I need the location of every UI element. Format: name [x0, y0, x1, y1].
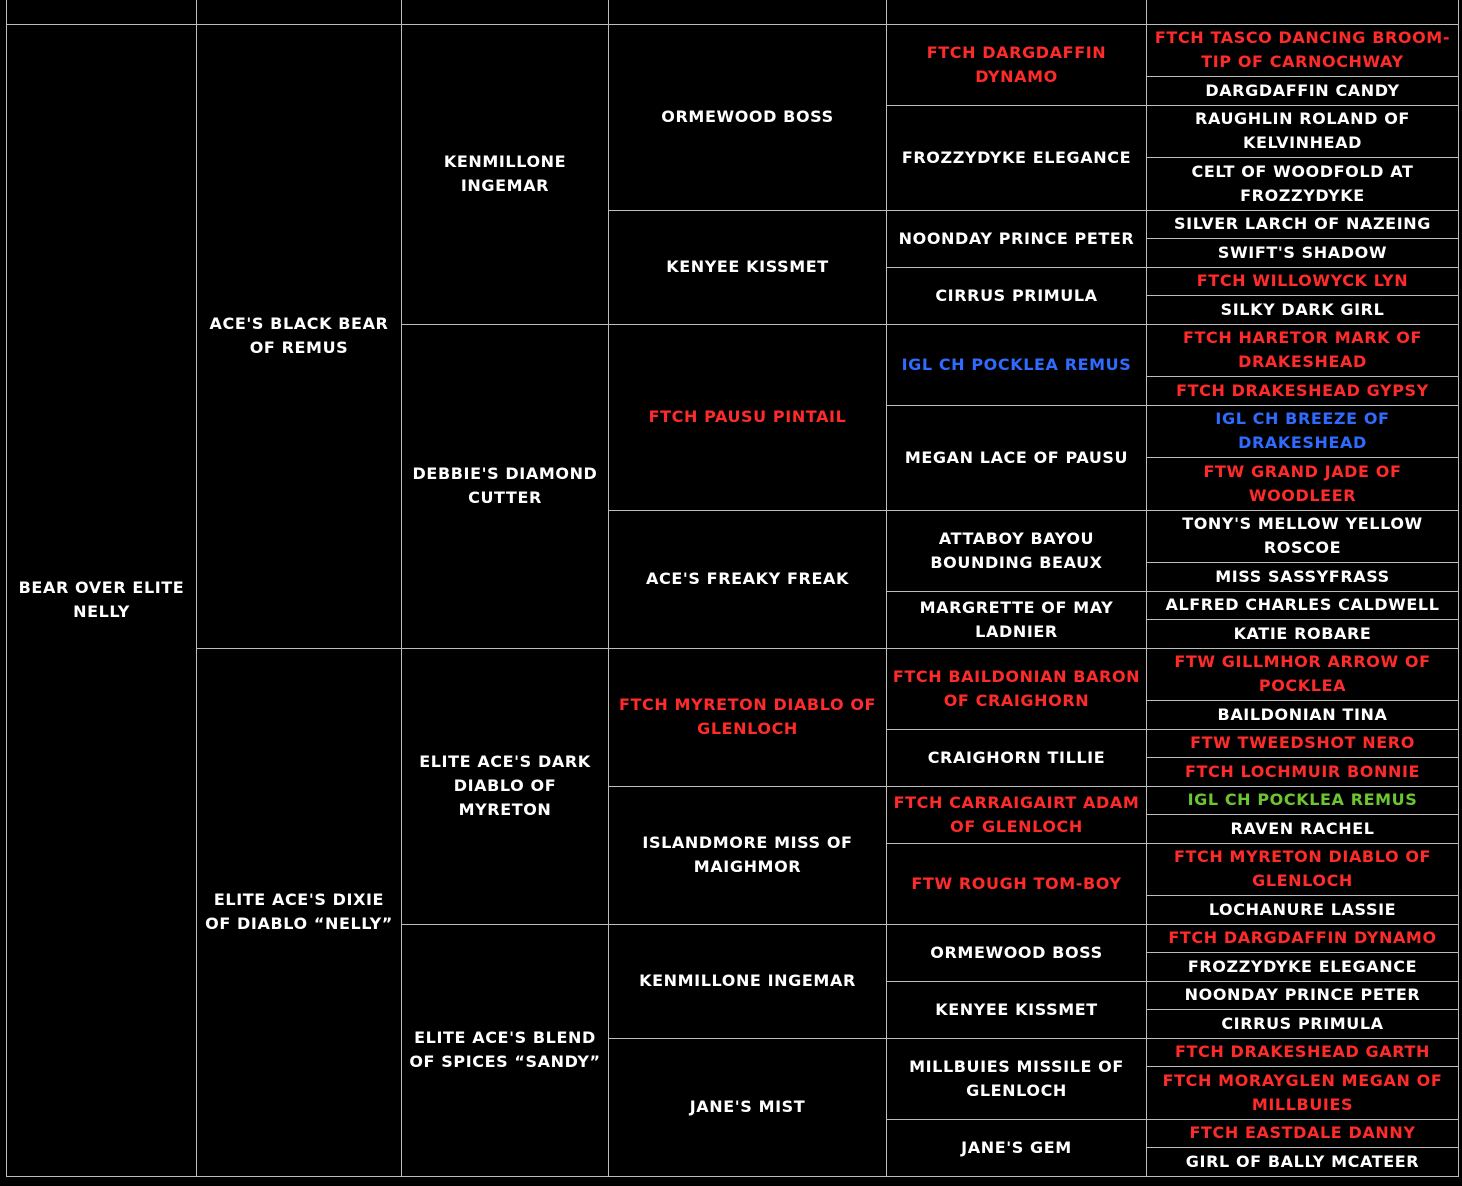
- gen5-ancestor: KENYEE KISSMET: [887, 981, 1147, 1038]
- gen5-ancestor: CIRRUS PRIMULA: [887, 267, 1147, 324]
- dam-sire: ELITE ACE'S DARK DIABLO OF MYRETON: [402, 648, 609, 924]
- subject-dog: BEAR OVER ELITE NELLY: [7, 24, 197, 1176]
- gen4-ancestor: FTCH PAUSU PINTAIL: [609, 324, 887, 510]
- sire-sire: KENMILLONE INGEMAR: [402, 24, 609, 324]
- header-row: [7, 0, 1459, 24]
- gen6-ancestor: BAILDONIAN TINA: [1147, 700, 1459, 729]
- header-cell-2: [197, 0, 402, 24]
- gen6-ancestor: GIRL OF BALLY MCATEER: [1147, 1147, 1459, 1176]
- gen6-ancestor: SILKY DARK GIRL: [1147, 295, 1459, 324]
- gen6-ancestor: IGL CH POCKLEA REMUS: [1147, 786, 1459, 814]
- gen6-ancestor: FTCH HARETOR MARK OF DRAKESHEAD: [1147, 324, 1459, 376]
- gen4-ancestor: JANE'S MIST: [609, 1038, 887, 1176]
- gen6-ancestor: TONY'S MELLOW YELLOW ROSCOE: [1147, 510, 1459, 562]
- gen6-ancestor: RAUGHLIN ROLAND OF KELVINHEAD: [1147, 105, 1459, 157]
- gen4-ancestor: ISLANDMORE MISS OF MAIGHMOR: [609, 786, 887, 924]
- sire: ACE'S BLACK BEAR OF REMUS: [197, 24, 402, 648]
- gen6-ancestor: NOONDAY PRINCE PETER: [1147, 981, 1459, 1009]
- gen4-ancestor: KENMILLONE INGEMAR: [609, 924, 887, 1038]
- gen5-ancestor: FTCH CARRAIGAIRT ADAM OF GLENLOCH: [887, 786, 1147, 843]
- gen5-ancestor: IGL CH POCKLEA REMUS: [887, 324, 1147, 405]
- gen6-ancestor: CELT OF WOODFOLD AT FROZZYDYKE: [1147, 157, 1459, 210]
- gen6-ancestor: SILVER LARCH OF NAZEING: [1147, 210, 1459, 238]
- header-cell-3: [402, 0, 609, 24]
- header-cell-6: [1147, 0, 1459, 24]
- pedigree-table: [6, 0, 1459, 1177]
- header-cell-5: [887, 0, 1147, 24]
- gen4-ancestor: FTCH MYRETON DIABLO OF GLENLOCH: [609, 648, 887, 786]
- gen6-ancestor: SWIFT'S SHADOW: [1147, 238, 1459, 267]
- gen6-ancestor: FTCH WILLOWYCK LYN: [1147, 267, 1459, 295]
- gen6-ancestor: FTCH LOCHMUIR BONNIE: [1147, 757, 1459, 786]
- sire-dam: DEBBIE'S DIAMOND CUTTER: [402, 324, 609, 648]
- gen5-ancestor: CRAIGHORN TILLIE: [887, 729, 1147, 786]
- gen6-ancestor: FTCH MYRETON DIABLO OF GLENLOCH: [1147, 843, 1459, 895]
- gen6-ancestor: FTCH EASTDALE DANNY: [1147, 1119, 1459, 1147]
- gen5-ancestor: MILLBUIES MISSILE OF GLENLOCH: [887, 1038, 1147, 1119]
- gen6-ancestor: LOCHANURE LASSIE: [1147, 895, 1459, 924]
- gen4-ancestor: ACE'S FREAKY FREAK: [609, 510, 887, 648]
- gen6-ancestor: MISS SASSYFRASS: [1147, 562, 1459, 591]
- gen5-ancestor: ATTABOY BAYOU BOUNDING BEAUX: [887, 510, 1147, 591]
- header-cell-4: [609, 0, 887, 24]
- gen6-ancestor: DARGDAFFIN CANDY: [1147, 76, 1459, 105]
- dam-dam: ELITE ACE'S BLEND OF SPICES “SANDY”: [402, 924, 609, 1176]
- header-cell-1: [7, 0, 197, 24]
- gen6-ancestor: FROZZYDYKE ELEGANCE: [1147, 952, 1459, 981]
- gen5-ancestor: FTCH DARGDAFFIN DYNAMO: [887, 24, 1147, 105]
- gen5-ancestor: MEGAN LACE OF PAUSU: [887, 405, 1147, 510]
- gen6-ancestor: RAVEN RACHEL: [1147, 814, 1459, 843]
- gen5-ancestor: JANE'S GEM: [887, 1119, 1147, 1176]
- gen6-ancestor: FTW GILLMHOR ARROW OF POCKLEA: [1147, 648, 1459, 700]
- gen6-ancestor: IGL CH BREEZE OF DRAKESHEAD: [1147, 405, 1459, 457]
- gen6-ancestor: FTCH DARGDAFFIN DYNAMO: [1147, 924, 1459, 952]
- gen6-ancestor: FTCH DRAKESHEAD GARTH: [1147, 1038, 1459, 1066]
- gen6-ancestor: FTW TWEEDSHOT NERO: [1147, 729, 1459, 757]
- gen4-ancestor: KENYEE KISSMET: [609, 210, 887, 324]
- gen5-ancestor: FROZZYDYKE ELEGANCE: [887, 105, 1147, 210]
- gen4-ancestor: ORMEWOOD BOSS: [609, 24, 887, 210]
- gen6-ancestor: FTCH MORAYGLEN MEGAN OF MILLBUIES: [1147, 1066, 1459, 1119]
- gen5-ancestor: MARGRETTE OF MAY LADNIER: [887, 591, 1147, 648]
- gen6-ancestor: KATIE ROBARE: [1147, 619, 1459, 648]
- gen5-ancestor: NOONDAY PRINCE PETER: [887, 210, 1147, 267]
- gen6-ancestor: ALFRED CHARLES CALDWELL: [1147, 591, 1459, 619]
- gen5-ancestor: ORMEWOOD BOSS: [887, 924, 1147, 981]
- gen5-ancestor: FTCH BAILDONIAN BARON OF CRAIGHORN: [887, 648, 1147, 729]
- dam: ELITE ACE'S DIXIE OF DIABLO “NELLY”: [197, 648, 402, 1176]
- gen6-ancestor: FTW GRAND JADE OF WOODLEER: [1147, 457, 1459, 510]
- gen5-ancestor: FTW ROUGH TOM-BOY: [887, 843, 1147, 924]
- gen6-ancestor: FTCH DRAKESHEAD GYPSY: [1147, 376, 1459, 405]
- gen6-ancestor: FTCH TASCO DANCING BROOM-TIP OF CARNOCHWAY: [1147, 24, 1459, 76]
- gen6-ancestor: CIRRUS PRIMULA: [1147, 1009, 1459, 1038]
